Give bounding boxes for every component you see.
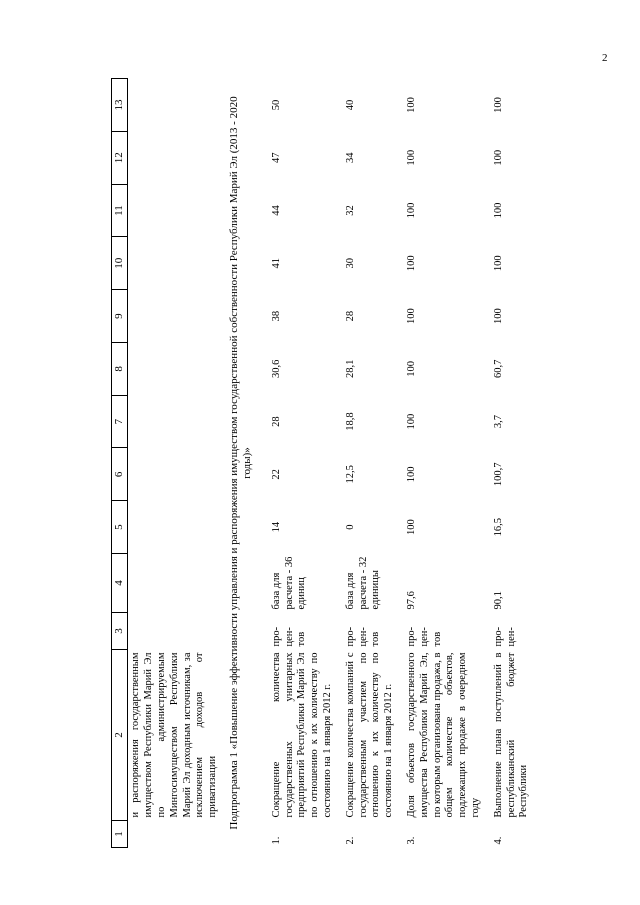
value-cell: 41 — [270, 258, 282, 269]
value-cell: 100 — [492, 202, 504, 219]
value-cell: 100 — [405, 202, 417, 219]
unit: про-цен- — [492, 626, 517, 647]
subprogram-title: Подпрограмма 1 «Повышение эффективности управления и распоряжения имуществом государственной собственности Республики Марий Эл (2013 - 2020 годы)» — [227, 96, 254, 830]
indicator-name: Сокращение количества компаний с государственным участием по отношению к их количеству по состоянию на 1 января 2012 г. — [344, 652, 395, 818]
indicator-name: Доля объектов государственного имущества Республики Марий Эл, по которым организована продажа, в общем количестве объектов, подлежащих продаже в очередном году — [405, 652, 481, 818]
header-col-12: 12 — [112, 131, 128, 184]
table-header-row — [112, 79, 128, 848]
table-row — [485, 79, 533, 848]
page-number: 2 — [602, 52, 608, 64]
base-value: база для расчета - 36 единиц — [270, 556, 308, 610]
table-row — [337, 79, 398, 848]
header-col-11: 11 — [112, 184, 128, 237]
value-cell: 40 — [344, 99, 356, 111]
value-cell: 34 — [344, 152, 356, 164]
continuation-text: и распоряжения государственным имуществом Республики Марий Эл по администрируемым Мингосимуществом Республики Марий Эл доходным источникам, за исключением доходов от приватизации — [130, 652, 219, 818]
row-number: 2. — [344, 836, 356, 845]
value-cell: 100 — [405, 308, 417, 324]
header-col-5: 5 — [112, 501, 128, 554]
value-cell: 14 — [270, 521, 282, 533]
row-number: 3. — [405, 836, 417, 845]
table-row — [263, 79, 337, 848]
row-number: 1. — [270, 836, 282, 845]
value-cell: 28 — [344, 310, 356, 322]
indicator-name: Выполнение плана поступлений в республиканский бюджет Республики — [492, 652, 530, 818]
value-cell: 100 — [405, 97, 417, 113]
value-cell: 38 — [270, 310, 282, 322]
unit: про-цен-тов — [270, 626, 308, 647]
unit: про-цен-тов — [405, 626, 443, 647]
row-number: 4. — [492, 836, 504, 845]
header-col-13: 13 — [112, 79, 128, 132]
header-col-3: 3 — [112, 613, 128, 650]
value-cell: 100 — [492, 149, 504, 166]
value-cell: 18,8 — [344, 412, 356, 431]
value-cell: 44 — [270, 205, 282, 216]
rotated-table-container — [111, 78, 609, 848]
header-col-1: 1 — [112, 821, 128, 848]
unit: про-цен-тов — [344, 626, 382, 647]
value-cell: 30 — [344, 258, 356, 269]
header-col-8: 8 — [112, 342, 128, 395]
header-col-7: 7 — [112, 395, 128, 448]
value-cell: 100 — [492, 97, 504, 113]
value-cell: 30,6 — [270, 359, 282, 379]
subprogram-row — [222, 79, 263, 848]
base-value: 90,1 — [492, 591, 504, 610]
table-row — [398, 79, 485, 848]
value-cell: 100 — [405, 360, 417, 377]
value-cell: 28,1 — [344, 359, 356, 379]
value-cell: 100 — [405, 149, 417, 166]
value-cell: 100 — [405, 255, 417, 272]
value-cell: 16,5 — [492, 517, 504, 537]
indicators-table — [111, 78, 533, 848]
header-col-9: 9 — [112, 290, 128, 343]
value-cell: 12,5 — [344, 465, 356, 484]
value-cell: 32 — [344, 205, 356, 216]
value-cell: 0 — [344, 524, 356, 530]
header-col-6: 6 — [112, 448, 128, 501]
value-cell: 100 — [405, 519, 417, 535]
base-value: база для расчета - 32 единицы — [344, 556, 382, 610]
value-cell: 60,7 — [492, 359, 504, 379]
value-cell: 100,7 — [492, 462, 504, 487]
continuation-row — [128, 79, 222, 848]
value-cell: 100 — [492, 308, 504, 324]
value-cell: 3,7 — [492, 415, 504, 429]
value-cell: 47 — [270, 152, 282, 164]
value-cell: 100 — [492, 255, 504, 272]
indicator-name: Сокращение количества государственных унитарных предприятий Республики Марий Эл по отношению к их количеству по состоянию на 1 января 2012 г. — [270, 652, 333, 818]
value-cell: 28 — [270, 416, 282, 427]
value-cell: 22 — [270, 469, 282, 480]
value-cell: 100 — [405, 466, 417, 483]
header-col-4: 4 — [112, 554, 128, 613]
value-cell: 100 — [405, 413, 417, 430]
header-col-2: 2 — [112, 650, 128, 821]
base-value: 97,6 — [405, 591, 417, 610]
header-col-10: 10 — [112, 237, 128, 290]
value-cell: 50 — [270, 99, 282, 111]
